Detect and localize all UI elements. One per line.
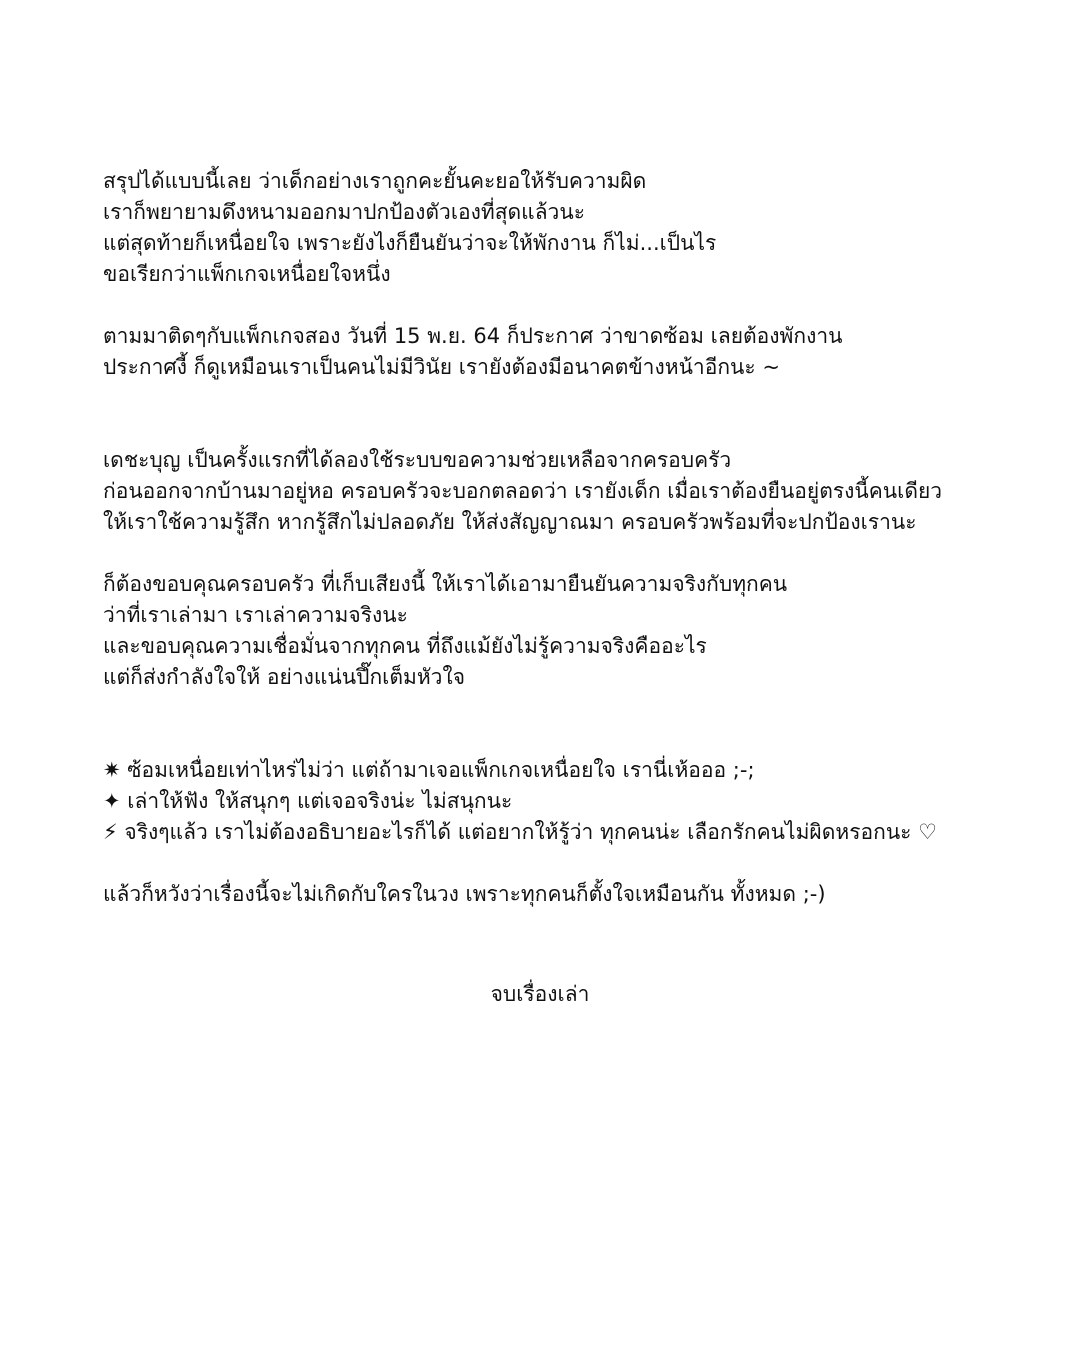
text-line: แต่สุดท้ายก็เหนื่อยใจ เพราะยังไงก็ยืนยันว่าจะให้พักงาน ก็ไม่...เป็นไร	[103, 231, 717, 255]
notes-list	[103, 755, 1003, 848]
text-line: เดชะบุญ เป็นครั้งแรกที่ได้ลองใช้ระบบขอความช่วยเหลือจากครอบครัว	[103, 448, 732, 472]
paragraph-2	[103, 321, 1003, 383]
story-text-block	[103, 166, 1003, 910]
note-line: ✦ เล่าให้ฟัง ให้สนุกๆ แต่เจอจริงน่ะ ไม่สนุกนะ	[103, 789, 513, 813]
paragraph-spacer	[103, 693, 1003, 755]
note-line: ⚡ จริงๆแล้ว เราไม่ต้องอธิบายอะไรก็ได้ แต่อยากให้รู้ว่า ทุกคนน่ะ เลือกรักคนไม่ผิดหรอกนะ ♡	[103, 820, 937, 844]
paragraph-spacer	[103, 383, 1003, 445]
text-line: ว่าที่เราเล่ามา เราเล่าความจริงนะ	[103, 603, 408, 627]
text-line: ประกาศงี้ ก็ดูเหมือนเราเป็นคนไม่มีวินัย เรายังต้องมีอนาคตข้างหน้าอีกนะ ~	[103, 355, 780, 379]
text-line: สรุปได้แบบนี้เลย ว่าเด็กอย่างเราถูกคะยั้นคะยอให้รับความผิด	[103, 169, 647, 193]
text-line: แต่ก็ส่งกำลังใจให้ อย่างแน่นปึ๊กเต็มหัวใจ	[103, 665, 466, 689]
text-line: เราก็พยายามดึงหนามออกมาปกป้องตัวเองที่สุดแล้วนะ	[103, 200, 585, 224]
paragraph-1	[103, 166, 1003, 290]
text-line: ให้เราใช้ความรู้สึก หากรู้สึกไม่ปลอดภัย ให้ส่งสัญญาณมา ครอบครัวพร้อมที่จะปกป้องเรานะ	[103, 510, 917, 534]
paragraph-4	[103, 569, 1003, 693]
closing-paragraph	[103, 879, 1003, 910]
note-line: ✷ ซ้อมเหนื่อยเท่าไหร่ไม่ว่า แต่ถ้ามาเจอแพ็กเกจเหนื่อยใจ เรานี่เห้อออ ;-;	[103, 758, 755, 782]
text-line: ขอเรียกว่าแพ็กเกจเหนื่อยใจหนึ่ง	[103, 262, 391, 286]
text-line: และขอบคุณความเชื่อมั่นจากทุกคน ที่ถึงแม้ยังไม่รู้ความจริงคืออะไร	[103, 634, 707, 658]
story-ending: จบเรื่องเล่า	[490, 982, 590, 1006]
paragraph-spacer	[103, 290, 1003, 321]
text-line: ก่อนออกจากบ้านมาอยู่หอ ครอบครัวจะบอกตลอดว่า เรายังเด็ก เมื่อเราต้องยืนอยู่ตรงนี้คนเดียว	[103, 479, 943, 503]
paragraph-spacer	[103, 538, 1003, 569]
text-line: ตามมาติดๆกับแพ็กเกจสอง วันที่ 15 พ.ย. 64 ก็ประกาศ ว่าขาดซ้อม เลยต้องพักงาน	[103, 324, 843, 348]
text-line: แล้วก็หวังว่าเรื่องนี้จะไม่เกิดกับใครในวง เพราะทุกคนก็ตั้งใจเหมือนกัน ทั้งหมด ;-)	[103, 882, 826, 906]
text-line: ก็ต้องขอบคุณครอบครัว ที่เก็บเสียงนี้ ให้เราได้เอามายืนยันความจริงกับทุกคน	[103, 572, 788, 596]
paragraph-3	[103, 445, 1003, 538]
paragraph-spacer	[103, 848, 1003, 879]
